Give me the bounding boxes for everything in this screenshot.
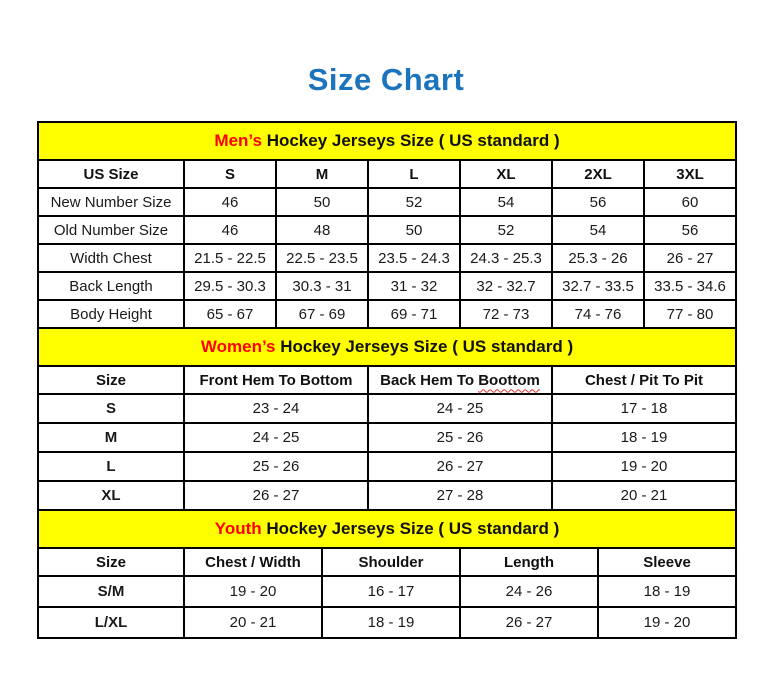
value-cell: 65 - 67 [184, 300, 276, 328]
table-row [38, 607, 736, 638]
mens-col-header-l: L [368, 160, 460, 188]
youth-band-highlight: Youth [214, 519, 262, 538]
value-cell: 48 [276, 216, 368, 244]
womens-col-header-size: Size [38, 366, 184, 394]
value-cell: 67 - 69 [276, 300, 368, 328]
value-cell: 24 - 25 [184, 423, 368, 452]
value-cell: 72 - 73 [460, 300, 552, 328]
womens-row-label: XL [38, 481, 184, 510]
page-title: Size Chart [307, 62, 465, 97]
value-cell: 18 - 19 [598, 576, 736, 607]
youth-band-row [38, 510, 736, 548]
value-cell: 26 - 27 [184, 481, 368, 510]
womens-size-table [37, 327, 737, 511]
value-cell: 54 [552, 216, 644, 244]
womens-col-header-front-hem: Front Hem To Bottom [184, 366, 368, 394]
value-cell: 19 - 20 [184, 576, 322, 607]
womens-col-header-back-hem [368, 366, 552, 394]
mens-row-label: Old Number Size [38, 216, 184, 244]
value-cell: 46 [184, 188, 276, 216]
table-row [38, 272, 736, 300]
mens-size-table [37, 121, 737, 329]
youth-header-row [38, 548, 736, 576]
value-cell: 29.5 - 30.3 [184, 272, 276, 300]
size-chart-sheet [37, 121, 735, 639]
table-row [38, 394, 736, 423]
womens-row-label: L [38, 452, 184, 481]
value-cell: 74 - 76 [552, 300, 644, 328]
mens-row-label: Body Height [38, 300, 184, 328]
value-cell: 23.5 - 24.3 [368, 244, 460, 272]
mens-row-label: Back Length [38, 272, 184, 300]
value-cell: 24 - 26 [460, 576, 598, 607]
youth-col-header-length: Length [460, 548, 598, 576]
value-cell: 19 - 20 [598, 607, 736, 638]
youth-col-header-chest-width: Chest / Width [184, 548, 322, 576]
womens-header-row [38, 366, 736, 394]
value-cell: 27 - 28 [368, 481, 552, 510]
youth-row-label: L/XL [38, 607, 184, 638]
value-cell: 33.5 - 34.6 [644, 272, 736, 300]
mens-row-label: Width Chest [38, 244, 184, 272]
youth-col-header-size: Size [38, 548, 184, 576]
value-cell: 25 - 26 [184, 452, 368, 481]
value-cell: 50 [276, 188, 368, 216]
youth-band [38, 510, 736, 548]
value-cell: 31 - 32 [368, 272, 460, 300]
table-row [38, 216, 736, 244]
value-cell: 50 [368, 216, 460, 244]
value-cell: 46 [184, 216, 276, 244]
back-hem-label-prefix: Back Hem To [380, 371, 479, 389]
womens-band-text: Hockey Jerseys Size ( US standard ) [275, 337, 574, 356]
value-cell: 23 - 24 [184, 394, 368, 423]
value-cell: 18 - 19 [552, 423, 736, 452]
value-cell: 17 - 18 [552, 394, 736, 423]
value-cell: 77 - 80 [644, 300, 736, 328]
value-cell: 25.3 - 26 [552, 244, 644, 272]
mens-col-header-xl: XL [460, 160, 552, 188]
value-cell: 69 - 71 [368, 300, 460, 328]
value-cell: 26 - 27 [368, 452, 552, 481]
mens-col-header-3xl: 3XL [644, 160, 736, 188]
value-cell: 22.5 - 23.5 [276, 244, 368, 272]
youth-row-label: S/M [38, 576, 184, 607]
value-cell: 21.5 - 22.5 [184, 244, 276, 272]
back-hem-misspelled-word: Boottom [478, 371, 540, 389]
value-cell: 30.3 - 31 [276, 272, 368, 300]
value-cell: 25 - 26 [368, 423, 552, 452]
table-row [38, 481, 736, 510]
womens-row-label: M [38, 423, 184, 452]
value-cell: 32.7 - 33.5 [552, 272, 644, 300]
table-row [38, 244, 736, 272]
value-cell: 19 - 20 [552, 452, 736, 481]
value-cell: 26 - 27 [644, 244, 736, 272]
mens-band-row [38, 122, 736, 160]
value-cell: 16 - 17 [322, 576, 460, 607]
value-cell: 52 [368, 188, 460, 216]
mens-col-header-s: S [184, 160, 276, 188]
value-cell: 52 [460, 216, 552, 244]
youth-band-text: Hockey Jerseys Size ( US standard ) [261, 519, 560, 538]
table-row [38, 423, 736, 452]
value-cell: 26 - 27 [460, 607, 598, 638]
youth-col-header-shoulder: Shoulder [322, 548, 460, 576]
womens-col-header-chest: Chest / Pit To Pit [552, 366, 736, 394]
value-cell: 54 [460, 188, 552, 216]
value-cell: 20 - 21 [184, 607, 322, 638]
mens-col-header-2xl: 2XL [552, 160, 644, 188]
value-cell: 56 [552, 188, 644, 216]
youth-size-table [37, 509, 737, 639]
youth-col-header-sleeve: Sleeve [598, 548, 736, 576]
mens-band-text: Hockey Jerseys Size ( US standard ) [261, 131, 560, 150]
womens-row-label: S [38, 394, 184, 423]
mens-row-label: New Number Size [38, 188, 184, 216]
mens-header-row [38, 160, 736, 188]
value-cell: 32 - 32.7 [460, 272, 552, 300]
mens-col-header-us-size: US Size [38, 160, 184, 188]
mens-col-header-m: M [276, 160, 368, 188]
value-cell: 24.3 - 25.3 [460, 244, 552, 272]
womens-band-highlight: Women’s [200, 337, 276, 356]
table-row [38, 188, 736, 216]
value-cell: 24 - 25 [368, 394, 552, 423]
womens-band [38, 328, 736, 366]
value-cell: 18 - 19 [322, 607, 460, 638]
value-cell: 56 [644, 216, 736, 244]
table-row [38, 300, 736, 328]
table-row [38, 576, 736, 607]
mens-band [38, 122, 736, 160]
mens-band-highlight: Men’s [214, 131, 262, 150]
value-cell: 20 - 21 [552, 481, 736, 510]
value-cell: 60 [644, 188, 736, 216]
womens-band-row [38, 328, 736, 366]
table-row [38, 452, 736, 481]
